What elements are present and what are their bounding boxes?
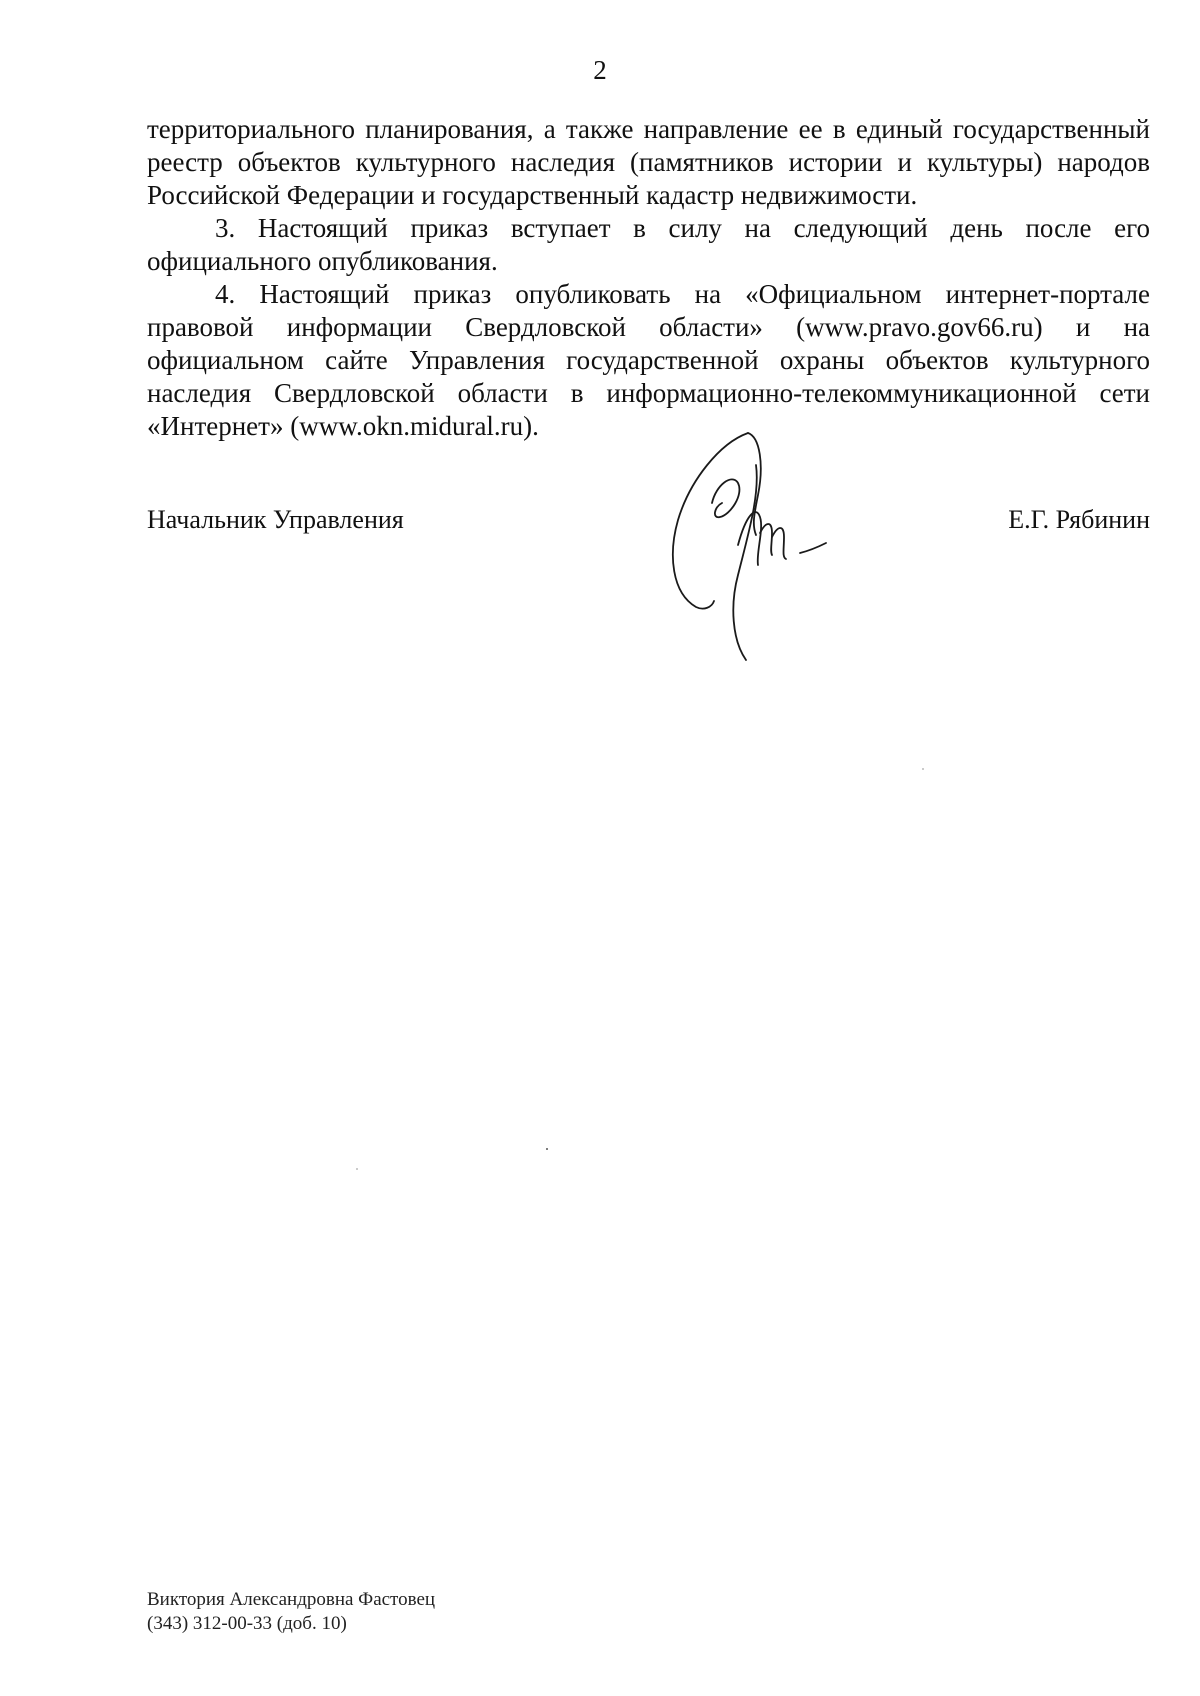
signer-name: Е.Г. Рябинин (1008, 505, 1150, 534)
paragraph-continuation: территориального планирования, а также направление ее в единый государственный реестр объектов культурного наследия (памятников истории и культуры) народов Российской Федерации и государственный кадастр недвижимости. (147, 114, 1150, 210)
scan-speck (922, 768, 924, 770)
scan-speck (546, 1148, 548, 1150)
document-body (147, 113, 1150, 443)
executor-info (147, 1588, 435, 1636)
signer-title: Начальник Управления (147, 505, 404, 534)
scan-speck (356, 1168, 358, 1170)
handwritten-signature (660, 425, 860, 665)
executor-phone: (343) 312-00-33 (доб. 10) (147, 1613, 347, 1634)
executor-name: Виктория Александровна Фастовец (147, 1589, 436, 1610)
signature-block (147, 503, 1150, 543)
paragraph-item-4: 4. Настоящий приказ опубликовать на «Официальном интернет-портале правовой информации Свердловской области» (www.pravo.gov66.ru) и на официальном сайте Управления государственной охраны объектов культурного наследия Свердловской области в информационно-телекоммуникационной сети «Интернет» (www.okn.midural.ru). (147, 279, 1150, 441)
page-number: 2 (593, 55, 607, 85)
paragraph-item-3: 3. Настоящий приказ вступает в силу на следующий день после его официального опубликования. (147, 213, 1150, 276)
